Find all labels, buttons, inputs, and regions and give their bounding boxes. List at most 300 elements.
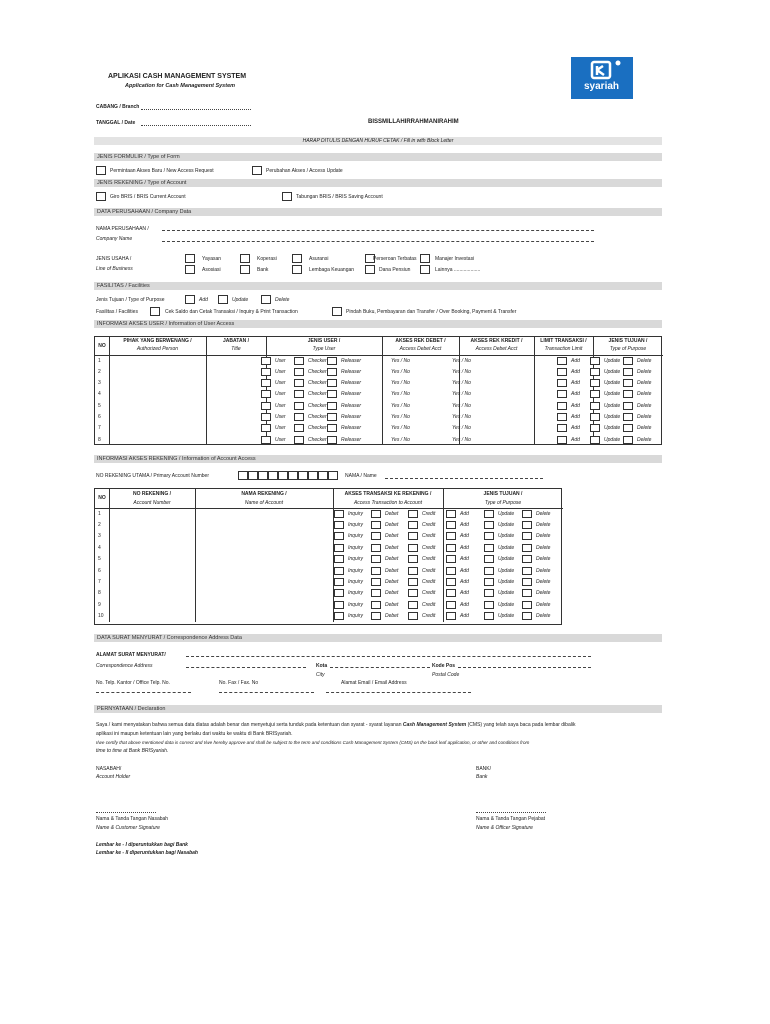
- user-access-table: [94, 336, 662, 445]
- account-purpose-checkbox[interactable]: [522, 532, 532, 540]
- access-type-checkbox[interactable]: [371, 532, 381, 540]
- user-purpose-label: Delete: [637, 436, 652, 443]
- saving-account-label: Tabungan BRIS / BRIS Saving Account: [296, 194, 383, 200]
- access-type-label: Inquiry: [348, 613, 364, 620]
- current-account-checkbox[interactable]: [96, 192, 106, 201]
- asosiasi-label: Asosiasi: [202, 267, 221, 273]
- saving-account-checkbox[interactable]: [282, 192, 292, 201]
- company-name-field-2[interactable]: [162, 241, 594, 242]
- user-type-checkbox[interactable]: [327, 413, 337, 421]
- user-purpose-label: Delete: [637, 368, 652, 375]
- account-purpose-checkbox[interactable]: [446, 567, 456, 575]
- city-label: Kota: [316, 663, 328, 669]
- debet-access-yes-no: Yes / No: [391, 402, 410, 409]
- account-digit-box[interactable]: [238, 471, 248, 480]
- access-type-checkbox[interactable]: [334, 532, 344, 540]
- credit-access-yes-no: Yes / No: [452, 402, 471, 409]
- access-update-checkbox[interactable]: [252, 166, 262, 175]
- form-title: APLIKASI CASH MANAGEMENT SYSTEM: [108, 73, 247, 80]
- user-purpose-checkbox[interactable]: [590, 368, 600, 376]
- user-table-col-divider: [382, 337, 383, 445]
- credit-access-yes-no: Yes / No: [452, 368, 471, 375]
- customer-label-en: Account Holder: [96, 774, 131, 780]
- access-type-label: Credit: [422, 590, 436, 597]
- address-label-en: Correspondence Address: [96, 663, 153, 669]
- user-row-number: 8: [98, 436, 101, 443]
- city-field[interactable]: [330, 667, 430, 668]
- bris-logo: [571, 57, 633, 99]
- user-type-checkbox[interactable]: [327, 390, 337, 398]
- branch-label: CABANG / Branch: [96, 104, 140, 110]
- access-type-checkbox[interactable]: [408, 578, 418, 586]
- inquiry-print-checkbox[interactable]: [150, 307, 160, 316]
- user-purpose-checkbox[interactable]: [557, 390, 567, 398]
- user-purpose-checkbox[interactable]: [590, 390, 600, 398]
- user-purpose-checkbox[interactable]: [623, 368, 633, 376]
- bank-sig-label-en: Bank: [476, 774, 488, 780]
- branch-field[interactable]: [141, 109, 251, 110]
- access-type-checkbox[interactable]: [334, 555, 344, 563]
- user-purpose-label: Add: [571, 380, 580, 387]
- account-purpose-label: Update: [498, 567, 515, 574]
- user-purpose-label: Add: [571, 357, 580, 364]
- address-field-2[interactable]: [186, 667, 306, 668]
- account-row-number: 2: [98, 521, 101, 528]
- purpose-delete-checkbox[interactable]: [261, 295, 271, 304]
- overbooking-label: Pindah Buku, Pembayaran dan Transfer / Over Booking, Payment & Transfer: [346, 309, 517, 315]
- access-type-label: Credit: [422, 544, 436, 551]
- inquiry-print-label: Cek Saldo dan Cetak Transaksi / Inquiry & Print Transaction: [165, 309, 298, 315]
- user-type-checkbox[interactable]: [261, 402, 271, 410]
- account-row-number: 1: [98, 510, 101, 517]
- section-facilities: FASILITAS / Facilities: [94, 282, 662, 290]
- account-digit-box[interactable]: [258, 471, 268, 480]
- user-purpose-checkbox[interactable]: [557, 368, 567, 376]
- access-type-label: Credit: [422, 601, 436, 608]
- user-purpose-checkbox[interactable]: [557, 357, 567, 365]
- user-purpose-label: Add: [571, 402, 580, 409]
- account-purpose-checkbox[interactable]: [484, 521, 494, 529]
- access-type-checkbox[interactable]: [371, 612, 381, 620]
- account-purpose-label: Add: [460, 510, 469, 517]
- form-subtitle: Application for Cash Management System: [125, 83, 236, 89]
- user-type-checkbox[interactable]: [327, 402, 337, 410]
- user-table-header-6: LIMIT TRANSAKSI /: [540, 338, 587, 344]
- company-name-field[interactable]: [162, 230, 594, 231]
- account-row-number: 6: [98, 567, 101, 574]
- account-purpose-checkbox[interactable]: [522, 589, 532, 597]
- user-type-checkbox[interactable]: [327, 357, 337, 365]
- customer-sig-label-en: Name & Customer Signature: [96, 825, 160, 831]
- user-type-checkbox[interactable]: [327, 424, 337, 432]
- customer-label: NASABAH/: [96, 766, 122, 772]
- asuransi-label: Asuransi: [309, 256, 329, 262]
- officer-sig-label-en: Name & Officer Signature: [476, 825, 533, 831]
- account-purpose-checkbox[interactable]: [446, 601, 456, 609]
- user-purpose-checkbox[interactable]: [557, 413, 567, 421]
- user-purpose-checkbox[interactable]: [590, 424, 600, 432]
- account-row-number: 8: [98, 590, 101, 597]
- account-purpose-checkbox[interactable]: [484, 601, 494, 609]
- user-type-checkbox[interactable]: [294, 390, 304, 398]
- access-type-checkbox[interactable]: [408, 510, 418, 518]
- dana-pensiun-label: Dana Pensiun: [379, 267, 411, 273]
- account-digit-box[interactable]: [248, 471, 258, 480]
- access-type-checkbox[interactable]: [334, 510, 344, 518]
- user-table-header-1: PIHAK YANG BERWENANG /: [123, 338, 192, 344]
- account-digit-box[interactable]: [318, 471, 328, 480]
- lainnya-checkbox[interactable]: [420, 265, 430, 274]
- access-type-checkbox[interactable]: [334, 601, 344, 609]
- bank-checkbox[interactable]: [240, 265, 250, 274]
- phone-field[interactable]: [96, 692, 191, 693]
- account-purpose-checkbox[interactable]: [446, 612, 456, 620]
- account-row-number: 10: [98, 613, 104, 620]
- account-purpose-label: Delete: [536, 567, 551, 574]
- section-form-type: JENIS FORMULIR / Type of Form: [94, 153, 662, 161]
- user-row-number: 3: [98, 380, 101, 387]
- user-type-label: User: [275, 357, 286, 364]
- account-purpose-checkbox[interactable]: [522, 567, 532, 575]
- access-type-label: Inquiry: [348, 578, 364, 585]
- user-type-checkbox[interactable]: [294, 424, 304, 432]
- user-type-label: User: [275, 436, 286, 443]
- user-type-label: Releaser: [341, 402, 362, 409]
- access-type-checkbox[interactable]: [371, 544, 381, 552]
- credit-access-yes-no: Yes / No: [452, 425, 471, 432]
- account-row-number: 3: [98, 533, 101, 540]
- section-declaration: PERNYATAAN / Declaration: [94, 705, 662, 713]
- city-label-en: City: [316, 672, 325, 678]
- account-purpose-label: Delete: [536, 544, 551, 551]
- purpose-label: Jenis Tujuan / Type of Purpose: [96, 297, 165, 303]
- account-purpose-checkbox[interactable]: [522, 612, 532, 620]
- declaration-cms-bold: Cash Management System: [402, 722, 467, 728]
- account-purpose-label: Delete: [536, 590, 551, 597]
- user-type-checkbox[interactable]: [261, 390, 271, 398]
- access-type-label: Inquiry: [348, 590, 364, 597]
- account-purpose-checkbox[interactable]: [484, 578, 494, 586]
- date-label: TANGGAL / Date: [96, 120, 136, 126]
- user-purpose-checkbox[interactable]: [590, 402, 600, 410]
- user-type-checkbox[interactable]: [261, 413, 271, 421]
- user-purpose-checkbox[interactable]: [557, 424, 567, 432]
- user-table-header-no: NO: [98, 343, 106, 349]
- user-purpose-label: Delete: [637, 380, 652, 387]
- purpose-add-checkbox[interactable]: [185, 295, 195, 304]
- user-type-checkbox[interactable]: [261, 424, 271, 432]
- customer-signature-field[interactable]: [96, 812, 156, 813]
- account-purpose-checkbox[interactable]: [522, 578, 532, 586]
- access-type-label: Debet: [385, 533, 399, 540]
- instruction-bar: HARAP DITULIS DENGAN HURUF CETAK / Fill in with Block Letter: [94, 137, 662, 145]
- user-table-header-3: JENIS USER /: [307, 338, 341, 344]
- koperasi-checkbox[interactable]: [240, 254, 250, 263]
- access-type-label: Credit: [422, 521, 436, 528]
- debet-access-yes-no: Yes / No: [391, 436, 410, 443]
- access-type-label: Credit: [422, 567, 436, 574]
- account-digit-box[interactable]: [288, 471, 298, 480]
- account-table-header-en-2: Name of Account: [244, 500, 284, 506]
- access-type-label: Credit: [422, 533, 436, 540]
- access-type-checkbox[interactable]: [408, 612, 418, 620]
- account-purpose-label: Delete: [536, 521, 551, 528]
- access-type-label: Credit: [422, 613, 436, 620]
- fax-field[interactable]: [219, 692, 314, 693]
- user-type-checkbox[interactable]: [294, 402, 304, 410]
- access-type-label: Debet: [385, 578, 399, 585]
- account-purpose-checkbox[interactable]: [522, 510, 532, 518]
- account-purpose-checkbox[interactable]: [446, 521, 456, 529]
- account-purpose-checkbox[interactable]: [446, 510, 456, 518]
- user-purpose-checkbox[interactable]: [623, 413, 633, 421]
- user-purpose-checkbox[interactable]: [623, 424, 633, 432]
- user-type-checkbox[interactable]: [261, 368, 271, 376]
- user-type-label: Checker: [308, 425, 327, 432]
- account-purpose-checkbox[interactable]: [446, 555, 456, 563]
- email-field[interactable]: [326, 692, 471, 693]
- credit-access-yes-no: Yes / No: [452, 391, 471, 398]
- access-type-label: Debet: [385, 590, 399, 597]
- user-purpose-checkbox[interactable]: [623, 402, 633, 410]
- access-type-label: Credit: [422, 578, 436, 585]
- overbooking-checkbox[interactable]: [332, 307, 342, 316]
- user-type-label: Checker: [308, 380, 327, 387]
- user-purpose-label: Update: [604, 414, 621, 420]
- user-type-checkbox[interactable]: [327, 379, 337, 387]
- bank-label: Bank: [257, 267, 269, 273]
- user-purpose-checkbox[interactable]: [557, 379, 567, 387]
- asosiasi-checkbox[interactable]: [185, 265, 195, 274]
- access-type-checkbox[interactable]: [408, 555, 418, 563]
- account-digit-box[interactable]: [278, 471, 288, 480]
- purpose-update-checkbox[interactable]: [218, 295, 228, 304]
- access-type-checkbox[interactable]: [371, 510, 381, 518]
- section-correspondence: DATA SURAT MENYURAT / Correspondence Address Data: [94, 634, 662, 642]
- account-purpose-checkbox[interactable]: [484, 567, 494, 575]
- user-purpose-checkbox[interactable]: [623, 390, 633, 398]
- account-purpose-checkbox[interactable]: [522, 601, 532, 609]
- access-type-label: Debet: [385, 510, 399, 517]
- section-user-access: INFORMASI AKSES USER / Information of User Access: [94, 320, 662, 328]
- dana-pensiun-checkbox[interactable]: [365, 265, 375, 274]
- account-row-number: 5: [98, 556, 101, 563]
- user-table-col-divider: [534, 337, 535, 445]
- access-type-checkbox[interactable]: [408, 601, 418, 609]
- access-type-checkbox[interactable]: [408, 567, 418, 575]
- new-access-checkbox[interactable]: [96, 166, 106, 175]
- user-table-header-en-5: Access Debet Acct: [475, 346, 518, 352]
- account-digit-box[interactable]: [298, 471, 308, 480]
- account-purpose-checkbox[interactable]: [446, 578, 456, 586]
- account-purpose-label: Delete: [536, 578, 551, 585]
- user-purpose-checkbox[interactable]: [590, 436, 600, 444]
- account-table-header-no: NO: [98, 495, 106, 501]
- debet-access-yes-no: Yes / No: [391, 391, 410, 398]
- user-type-checkbox[interactable]: [294, 436, 304, 444]
- account-purpose-label: Add: [460, 544, 469, 551]
- account-digit-box[interactable]: [308, 471, 318, 480]
- access-type-checkbox[interactable]: [371, 578, 381, 586]
- date-field[interactable]: [141, 125, 251, 126]
- lainnya-label: Lainnya ...................: [435, 267, 481, 273]
- access-type-checkbox[interactable]: [408, 589, 418, 597]
- user-type-checkbox[interactable]: [294, 413, 304, 421]
- access-type-checkbox[interactable]: [408, 544, 418, 552]
- account-purpose-checkbox[interactable]: [446, 589, 456, 597]
- user-type-label: Checker: [308, 391, 327, 398]
- user-purpose-label: Update: [604, 368, 621, 375]
- user-purpose-checkbox[interactable]: [623, 379, 633, 387]
- user-row-number: 7: [98, 425, 101, 432]
- debet-access-yes-no: Yes / No: [391, 368, 410, 375]
- declaration-line-1: [96, 722, 575, 728]
- user-type-checkbox[interactable]: [294, 368, 304, 376]
- address-label: ALAMAT SURAT MENYURAT/: [96, 652, 166, 658]
- primary-account-field[interactable]: [238, 471, 338, 481]
- account-purpose-label: Add: [460, 601, 469, 608]
- account-digit-box[interactable]: [328, 471, 338, 480]
- account-purpose-label: Update: [498, 601, 515, 608]
- access-type-checkbox[interactable]: [334, 521, 344, 529]
- user-type-checkbox[interactable]: [261, 357, 271, 365]
- user-row-number: 2: [98, 368, 101, 375]
- section-company-data: DATA PERUSAHAAN / Company Data: [94, 208, 662, 216]
- user-type-checkbox[interactable]: [327, 436, 337, 444]
- access-type-label: Inquiry: [348, 601, 364, 608]
- user-purpose-checkbox[interactable]: [623, 357, 633, 365]
- company-name-label: NAMA PERUSAHAAN /: [96, 226, 149, 232]
- account-purpose-checkbox[interactable]: [484, 589, 494, 597]
- account-table-header-en-3: Access Transaction to Account: [353, 500, 423, 506]
- access-type-checkbox[interactable]: [371, 589, 381, 597]
- user-purpose-label: Delete: [637, 357, 652, 364]
- account-digit-box[interactable]: [268, 471, 278, 480]
- declaration-text-2: (CMS) yang telah saya baca pada lembar dibalik: [467, 722, 576, 728]
- sheet-1-note: Lembar ke - I diperuntukkan bagi Bank: [96, 842, 188, 848]
- account-purpose-checkbox[interactable]: [446, 532, 456, 540]
- account-purpose-checkbox[interactable]: [484, 544, 494, 552]
- access-type-label: Inquiry: [348, 533, 364, 540]
- account-purpose-label: Update: [498, 556, 515, 563]
- bismillah-text: BISSMILLAHIRRAHMANIRAHIM: [368, 119, 459, 125]
- asuransi-checkbox[interactable]: [292, 254, 302, 263]
- access-type-checkbox[interactable]: [334, 589, 344, 597]
- user-table-col-divider: [206, 337, 207, 445]
- user-type-label: User: [275, 380, 286, 387]
- access-type-checkbox[interactable]: [408, 521, 418, 529]
- access-type-label: Debet: [385, 567, 399, 574]
- user-table-header-7: JENIS TUJUAN /: [608, 338, 648, 344]
- user-purpose-checkbox[interactable]: [590, 379, 600, 387]
- declaration-en-2: time to time at Bank BRISyariah.: [96, 748, 169, 754]
- user-type-checkbox[interactable]: [261, 436, 271, 444]
- account-purpose-checkbox[interactable]: [522, 521, 532, 529]
- phone-label: No. Telp. Kantor / Office Telp. No.: [96, 680, 170, 686]
- access-type-checkbox[interactable]: [371, 567, 381, 575]
- user-table-header-en-1: Authorized Person: [136, 346, 179, 352]
- lembaga-keuangan-checkbox[interactable]: [292, 265, 302, 274]
- account-purpose-checkbox[interactable]: [522, 544, 532, 552]
- user-purpose-checkbox[interactable]: [590, 357, 600, 365]
- access-type-checkbox[interactable]: [334, 578, 344, 586]
- logo-text: syariah: [584, 81, 620, 92]
- address-field[interactable]: [186, 656, 591, 657]
- account-table-header-3: AKSES TRANSAKSI KE REKENING /: [344, 491, 432, 497]
- user-table-header-en-4: Access Debet Acct: [399, 346, 442, 352]
- account-name-label: NAMA / Name: [345, 473, 377, 479]
- user-table-header-en-6: Transaction Limit: [544, 346, 583, 352]
- officer-signature-field[interactable]: [476, 812, 546, 813]
- account-purpose-checkbox[interactable]: [484, 510, 494, 518]
- user-row-number: 1: [98, 357, 101, 364]
- business-label-en: Line of Business: [96, 266, 133, 272]
- postal-label: Kode Pos: [432, 663, 456, 669]
- access-type-checkbox[interactable]: [334, 612, 344, 620]
- yayasan-checkbox[interactable]: [185, 254, 195, 263]
- postal-field[interactable]: [458, 667, 591, 668]
- account-purpose-label: Update: [498, 613, 515, 620]
- account-purpose-label: Add: [460, 533, 469, 540]
- access-type-checkbox[interactable]: [334, 567, 344, 575]
- user-type-checkbox[interactable]: [327, 368, 337, 376]
- user-type-label: Checker: [308, 402, 327, 409]
- user-purpose-checkbox[interactable]: [557, 402, 567, 410]
- manajer-investasi-checkbox[interactable]: [420, 254, 430, 263]
- sheet-2-note: Lembar ke - II diperuntukkan bagi Nasabah: [96, 850, 198, 856]
- access-type-label: Inquiry: [348, 510, 364, 517]
- bank-sig-label: BANK/: [476, 766, 492, 772]
- credit-access-yes-no: Yes / No: [452, 357, 471, 364]
- lembaga-keuangan-label: Lembaga Keuangan: [309, 267, 355, 273]
- user-purpose-label: Update: [604, 436, 621, 443]
- access-type-checkbox[interactable]: [408, 532, 418, 540]
- access-type-checkbox[interactable]: [371, 601, 381, 609]
- user-type-label: User: [275, 425, 286, 432]
- user-purpose-checkbox[interactable]: [590, 413, 600, 421]
- account-purpose-checkbox[interactable]: [522, 555, 532, 563]
- fax-label: No. Fax / Fax. No: [219, 680, 259, 686]
- account-name-field[interactable]: [385, 478, 543, 479]
- debet-access-yes-no: Yes / No: [391, 414, 410, 420]
- account-table-header-4: JENIS TUJUAN /: [483, 491, 523, 497]
- account-purpose-checkbox[interactable]: [446, 544, 456, 552]
- account-purpose-checkbox[interactable]: [484, 532, 494, 540]
- access-type-checkbox[interactable]: [371, 555, 381, 563]
- access-type-checkbox[interactable]: [334, 544, 344, 552]
- user-purpose-label: Update: [604, 357, 621, 364]
- access-type-label: Inquiry: [348, 544, 364, 551]
- user-purpose-label: Add: [571, 368, 580, 375]
- user-purpose-label: Delete: [637, 391, 652, 398]
- user-type-label: User: [275, 368, 286, 375]
- access-type-label: Inquiry: [348, 567, 364, 574]
- user-row-number: 4: [98, 391, 101, 398]
- account-purpose-label: Delete: [536, 533, 551, 540]
- user-table-header-en-7: Type of Purpose: [609, 346, 647, 352]
- user-type-checkbox[interactable]: [294, 379, 304, 387]
- user-purpose-checkbox[interactable]: [623, 436, 633, 444]
- account-purpose-checkbox[interactable]: [484, 612, 494, 620]
- user-purpose-label: Add: [571, 391, 580, 398]
- access-type-checkbox[interactable]: [371, 521, 381, 529]
- account-purpose-checkbox[interactable]: [484, 555, 494, 563]
- section-account-access: INFORMASI AKSES REKENING / Information of Account Access: [94, 455, 662, 463]
- user-purpose-checkbox[interactable]: [557, 436, 567, 444]
- user-type-checkbox[interactable]: [294, 357, 304, 365]
- account-purpose-label: Add: [460, 613, 469, 620]
- user-type-checkbox[interactable]: [261, 379, 271, 387]
